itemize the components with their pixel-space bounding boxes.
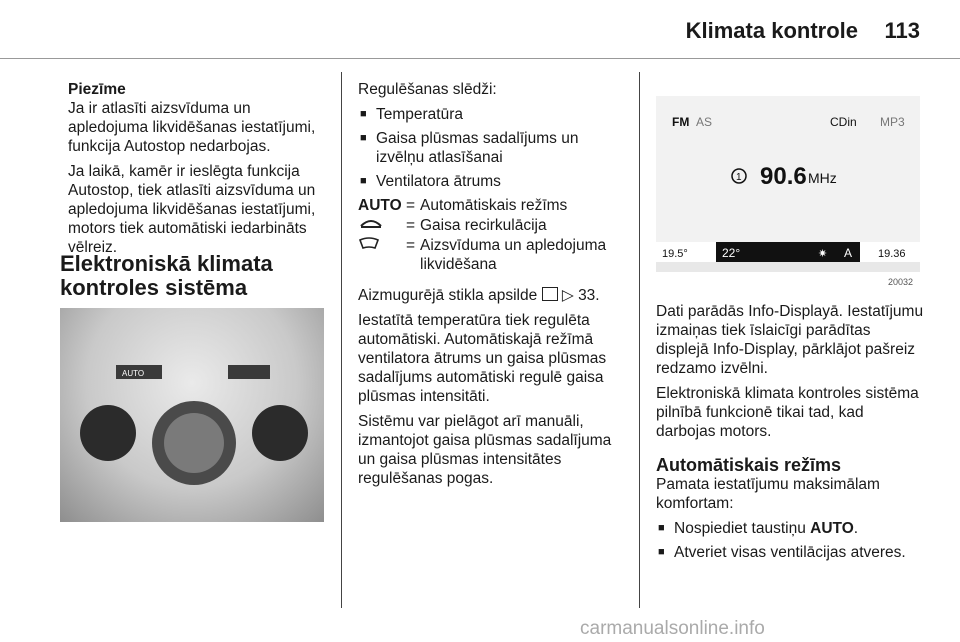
fan-icon: ✷ [818, 248, 828, 260]
recirculation-icon [358, 216, 406, 235]
display-clock: 19.36 [878, 248, 906, 260]
airflow-knob-center [164, 413, 224, 473]
page-reference-arrow-icon: ▷ [561, 287, 574, 304]
controls-intro: Regulēšanas slēdži: [358, 81, 497, 98]
legend-symbol-auto: AUTO [358, 197, 402, 214]
column-divider-1 [341, 72, 342, 608]
column-divider-2 [639, 72, 640, 608]
display-mode: A [844, 246, 853, 260]
info-display-paragraph: Dati parādās Info-Displayā. Iestatījumu izmaiņas tiek īslaicīgi parādītas displejā Info-Display, pārklājot pašreiz redzamo izvēlni. [656, 303, 924, 377]
left-column [68, 80, 330, 263]
legend-row [358, 196, 628, 215]
bullet-temperature: ■ Temperatūra [358, 105, 628, 124]
rear-window-heater-icon [542, 287, 558, 301]
bullet-press-auto [656, 519, 926, 538]
auto-key-label: AUTO [810, 520, 854, 537]
auto-mode-intro: Pamata iestatījumu maksimālam komfortam: [656, 476, 880, 512]
middle-column [358, 80, 628, 494]
display-preset: 1 [736, 172, 742, 183]
legend-text: Aizsvīduma un apledojuma likvidēšana [420, 237, 607, 273]
symbol-legend [358, 196, 628, 274]
display-fm: FM [672, 115, 690, 129]
manual-adjust-paragraph: Sistēmu var pielāgot arī manuāli, izmantojot gaisa plūsmas sadalījuma un gaisa plūsmas intensitātes regulēšanas pogas. [358, 413, 612, 487]
rear-window-text: Aizmugurējā stikla apsilde [358, 287, 538, 304]
legend-equals: = [406, 237, 416, 254]
figure-number: 20032 [888, 277, 914, 287]
legend-text: Gaisa recirkulācija [420, 217, 547, 234]
legend-equals: = [406, 197, 416, 214]
bullet-fan-speed: ■ Ventilatora ātrums [358, 172, 628, 191]
display-unit: MHz [808, 170, 837, 186]
bullet-open-vents: ■ Atveriet visas ventilācijas atveres. [656, 543, 926, 562]
display-outside-temp: 19.5° [662, 248, 688, 260]
section-heading-auto-mode: Automātiskais režīms [656, 455, 842, 475]
legend-row [358, 216, 628, 235]
page-number: 113 [884, 18, 920, 43]
windshield-defrost-icon [358, 236, 406, 274]
bullet-text-suffix: . [853, 520, 859, 537]
climate-panel-photo [60, 308, 324, 522]
bullet-text: Nospiediet taustiņu [674, 520, 806, 537]
bullet-airflow: ■ Gaisa plūsmas sadalījums un izvēlņu atlasīšanai [358, 129, 628, 167]
engine-running-paragraph: Elektroniskā klimata kontroles sistēma pilnībā funkcionē tikai tad, kad darbojas motors. [656, 385, 919, 440]
page-title: Klimata kontrole [685, 18, 858, 43]
legend-text: Automātiskais režīms [420, 197, 568, 214]
rear-window-reference: 33. [578, 287, 600, 304]
section-heading-climate: Elektroniskā klimata kontroles sistēma [60, 251, 273, 300]
note-title: Piezīme [68, 81, 126, 98]
legend-equals: = [406, 217, 416, 234]
temperature-knob [80, 405, 136, 461]
display-set-temp: 22° [722, 246, 741, 260]
display-as: AS [696, 115, 713, 129]
auto-regulation-paragraph: Iestatītā temperatūra tiek regulēta automātiski. Automātiskajā režīmā ventilatora ātrums un gaisa plūsmas sadalījums automātiski regulē gaisa plūsmas intensitāti. [358, 312, 607, 405]
auto-button-label: AUTO [122, 369, 145, 378]
watermark: carmanualsonline.info [580, 618, 765, 639]
defrost-button [228, 365, 270, 379]
display-cdin: CDin [830, 115, 857, 129]
display-frequency: 90.6 [760, 163, 807, 190]
right-column [656, 302, 926, 567]
climate-panel-illustration [60, 308, 324, 522]
note-paragraph-2: Ja laikā, kamēr ir ieslēgta funkcija Autostop, tiek atlasīti aizsvīduma un apledojuma likvidēšanas iestatījumi, motors tiek automātiski iedarbināts vēlreiz. [68, 163, 316, 256]
rear-window-heating [358, 286, 628, 305]
note-paragraph-1: Ja ir atlasīti aizsvīduma un apledojuma likvidēšanas iestatījumi, funkcija Autostop nedarbojas. [68, 100, 316, 155]
header-rule [0, 58, 960, 59]
fan-speed-knob [252, 405, 308, 461]
info-display-figure [656, 96, 920, 272]
display-mp3: MP3 [880, 115, 905, 129]
legend-row [358, 236, 628, 274]
